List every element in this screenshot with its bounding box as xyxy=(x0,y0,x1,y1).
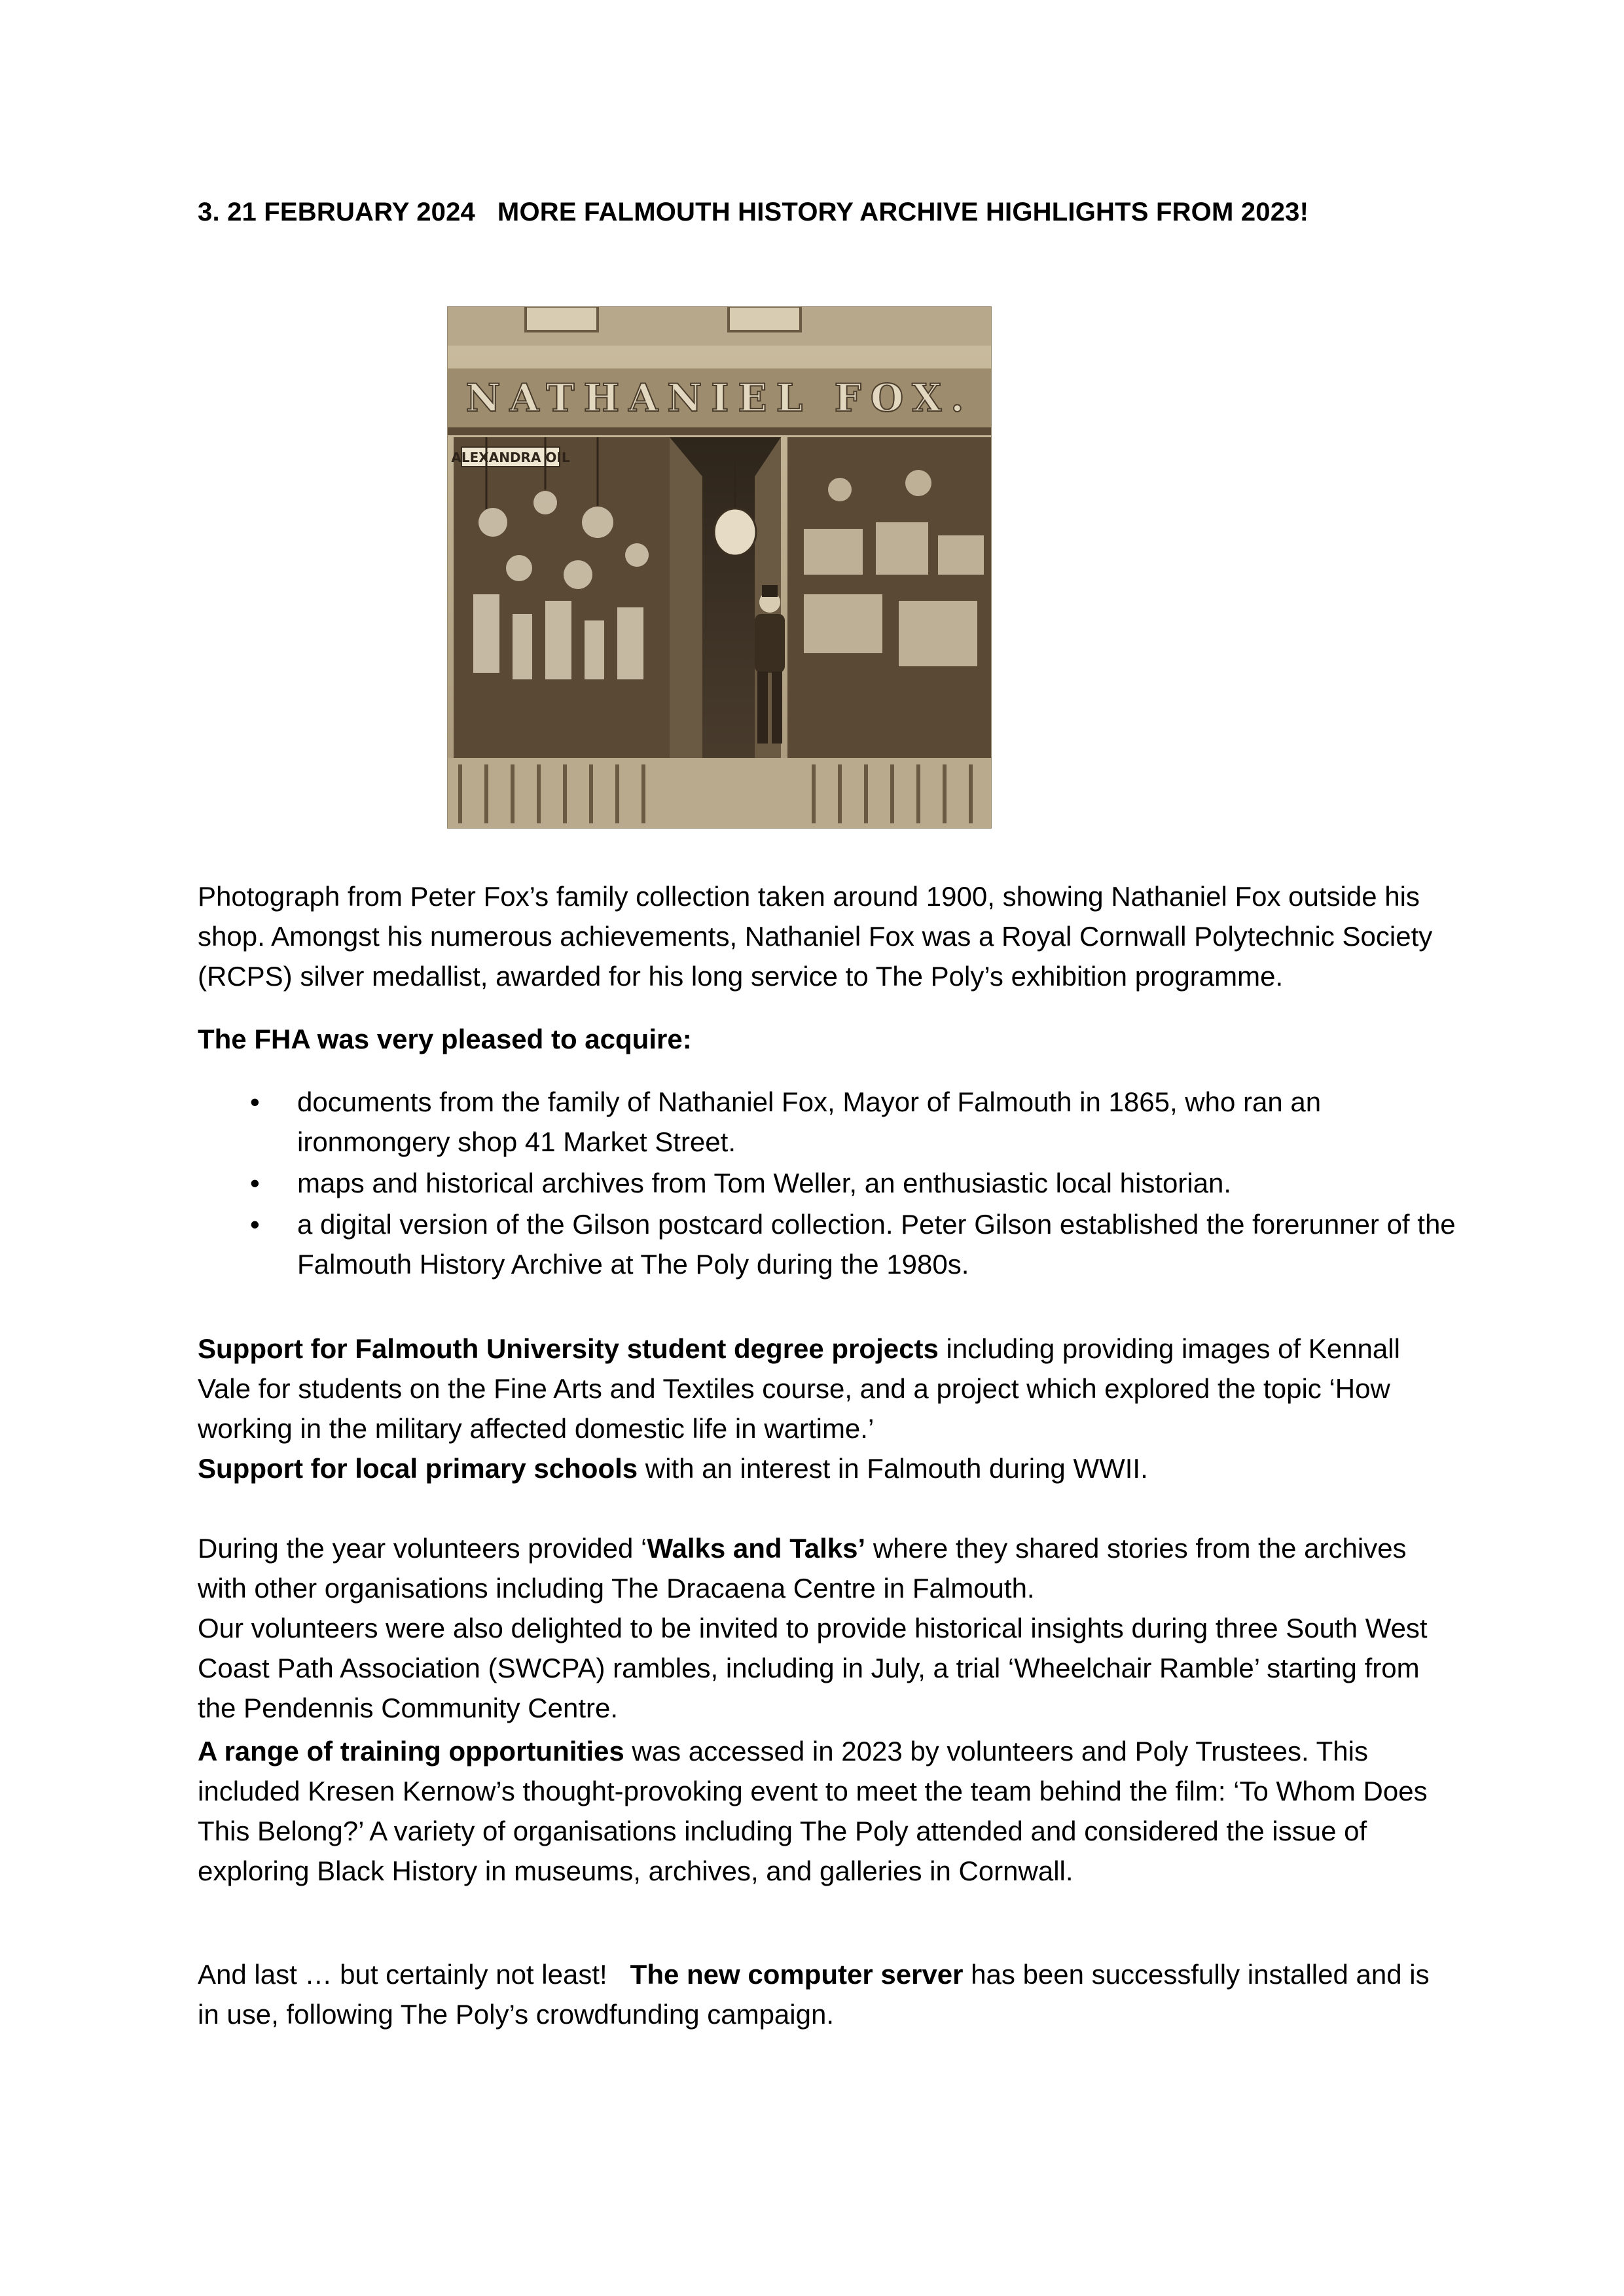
list-item-text: maps and historical archives from Tom Weller, an enthusiastic local historian. xyxy=(297,1168,1232,1198)
bullet-icon: • xyxy=(250,1209,260,1240)
support-schools-text: with an interest in Falmouth during WWII. xyxy=(638,1453,1148,1484)
last-intro: And last … but certainly not least! xyxy=(198,1959,630,1990)
support-schools-heading: Support for local primary schools xyxy=(198,1453,638,1484)
server-paragraph xyxy=(198,1954,1441,2034)
training-text: was accessed in 2023 by volunteers and Poly Trustees. This included Kresen Kernow’s thought-provoking event to meet the team behind the film: ‘To Whom Does This Belong?’ A variety of organisations including The Poly attended and considered the issue of exploring Black History in museums, archives, and galleries in Cornwall. xyxy=(198,1736,1428,1886)
walks-text: where they shared stories from the archives with other organisations including The Dracaena Centre in Falmouth. xyxy=(198,1533,1407,1604)
bullet-icon: • xyxy=(250,1168,260,1198)
support-paragraph xyxy=(198,1329,1441,1488)
page-heading: 3. 21 FEBRUARY 2024 MORE FALMOUTH HISTORY ARCHIVE HIGHLIGHTS FROM 2023! xyxy=(198,198,1309,226)
training-heading: A range of training opportunities xyxy=(198,1736,624,1767)
list-item-text: documents from the family of Nathaniel Fox, Mayor of Falmouth in 1865, who ran an ironmongery shop 41 Market Street. xyxy=(297,1086,1322,1157)
shopfront-photograph xyxy=(447,306,992,829)
fascia-sign-text: NATHANIEL FOX. xyxy=(465,376,973,420)
list-item xyxy=(198,1082,1474,1162)
photo-caption: Photograph from Peter Fox’s family collection taken around 1900, showing Nathaniel Fox outside his shop. Amongst his numerous achievements, Nathaniel Fox was a Royal Cornwall Polytechnic Society (RCPS) silver medallist, awarded for his long service to The Poly’s exhibition programme. xyxy=(198,881,1433,992)
walks-paragraph xyxy=(198,1528,1441,1728)
acquisitions-list xyxy=(198,1082,1474,1284)
training-paragraph xyxy=(198,1731,1441,1891)
support-university-heading: Support for Falmouth University student degree projects xyxy=(198,1333,939,1364)
server-heading: The new computer server xyxy=(630,1959,964,1990)
list-item-text: a digital version of the Gilson postcard collection. Peter Gilson established the forerunner of the Falmouth History Archive at The Poly during the 1980s. xyxy=(297,1209,1456,1280)
walks-and-talks-label: Walks and Talks’ xyxy=(647,1533,866,1564)
server-text: has been successfully installed and is in use, following The Poly’s crowdfunding campaign. xyxy=(198,1959,1430,2030)
list-item xyxy=(198,1163,1474,1203)
list-item xyxy=(198,1204,1474,1284)
bullet-icon: • xyxy=(250,1086,260,1117)
window-sign-text: ALEXANDRA OIL xyxy=(451,450,570,465)
walks-intro: During the year volunteers provided ‘ xyxy=(198,1533,647,1564)
support-university-text: including providing images of Kennall Vale for students on the Fine Arts and Textiles course, and a project which explored the topic ‘How working in the military affected domestic life in wartime.’ xyxy=(198,1333,1400,1444)
acquire-heading: The FHA was very pleased to acquire: xyxy=(198,1024,692,1054)
rambles-text: Our volunteers were also delighted to be invited to provide historical insights during three South West Coast Path Association (SWCPA) rambles, including in July, a trial ‘Wheelchair Ramble’ starting from the Pendennis Community Centre. xyxy=(198,1613,1428,1723)
